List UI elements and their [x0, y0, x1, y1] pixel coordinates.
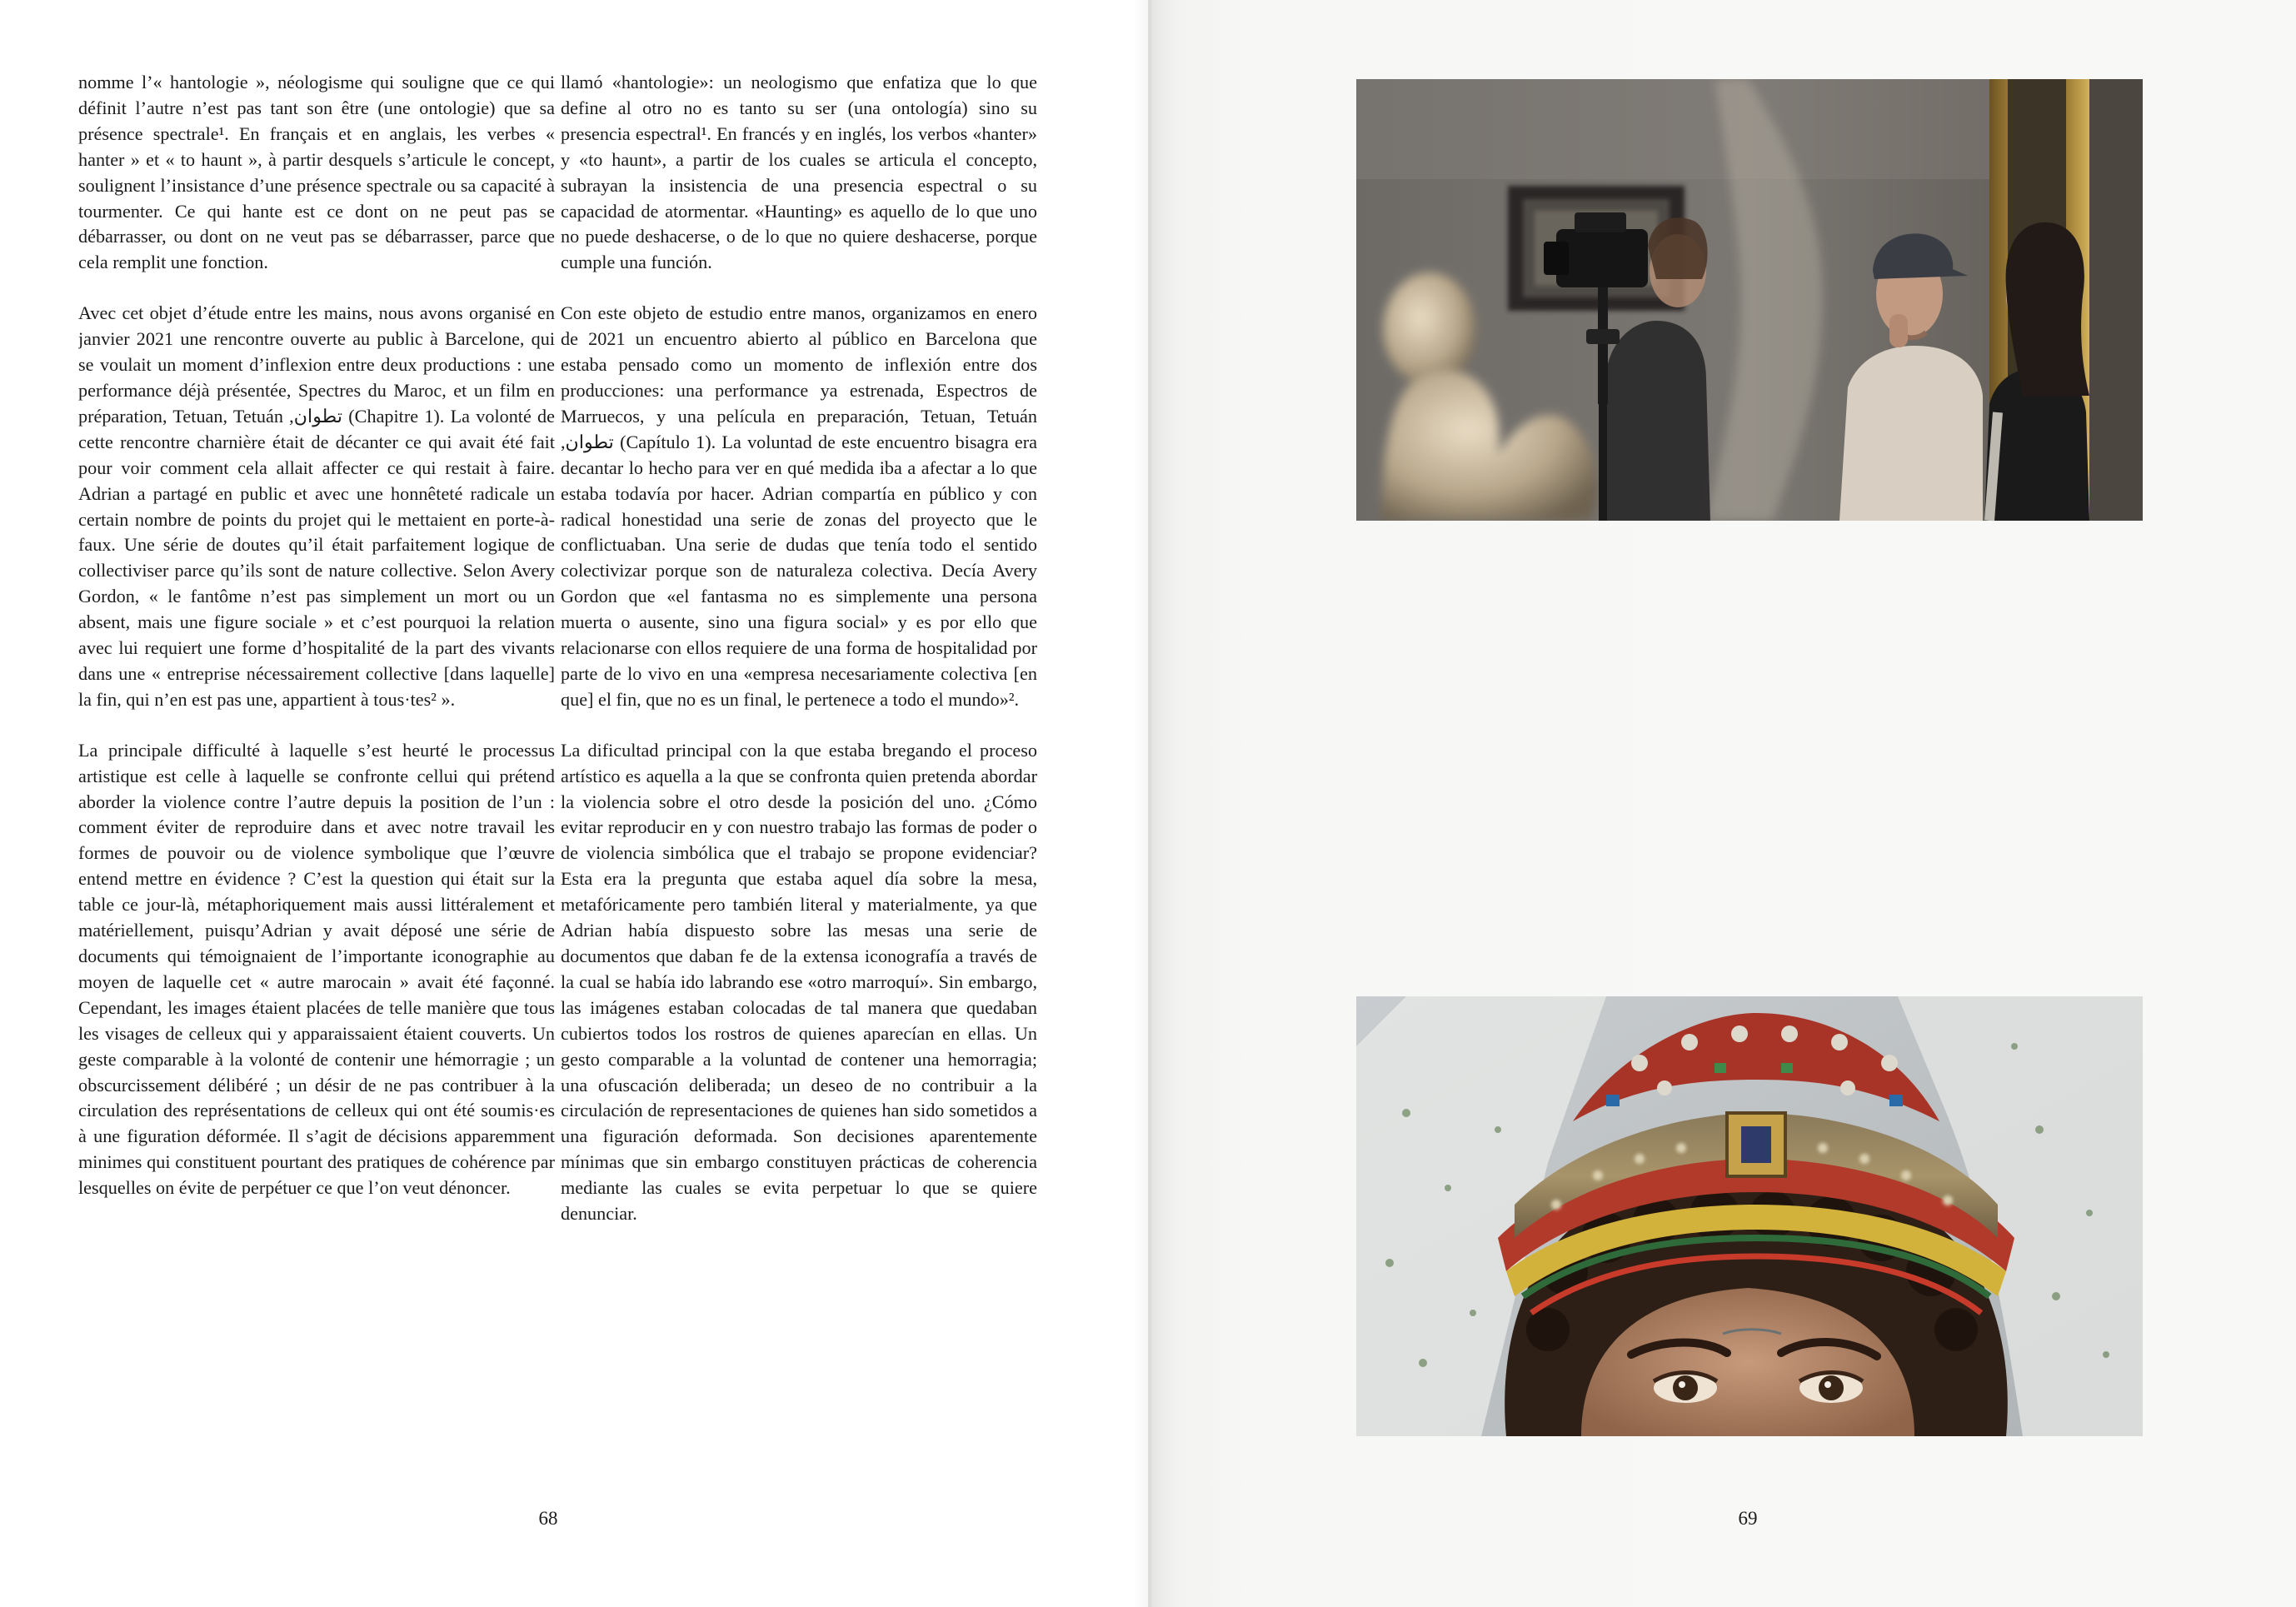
spanish-paragraph-1: llamó «hantologie»: un neologismo que enfatiza que lo que define al otro no es tanto su ser (una ontología) sino su presencia espectral¹. En francés y en inglés, los verbos «hanter» y «to haunt», a partir de los cuales se articula el concepto, subrayan la insistencia de una presencia espectral o su capacidad de atormentar. «Haunting» es aquello de lo que uno no puede deshacerse, o de lo que no quiere deshacerse, porque cumple una función.: [561, 72, 1037, 273]
spanish-paragraph-2: Con este objeto de estudio entre manos, organizamos en enero de 2021 un encuentro abierto al público en Barcelona que estaba pensado como un momento de inflexión entre dos producciones: una performance ya estrenada, Espectros de Marruecos, y una película en preparación, Tetuan, Tetuán ,تطوان (Capítulo 1). La voluntad de este encuentro bisagra era decantar lo hecho para ver en qué medida iba a afectar a lo que estaba todavía por hacer. Adrian compartía en público y con radical honestidad una serie de zonas del proyecto que le conflictuaban. Una serie de dudas que tenía todo el sentido colectivizar porque son de naturaleza colectiva. Decía Avery Gordon que «el fantasma no es simplemente una persona muerta o ausente, sino una figura social» y es por ello que relacionarse con ellos requiere de una forma de hospitalidad por parte de lo vivo en una «empresa necesariamente colectiva [en que] el fin, que no es un final, le pertenece a todo el mundo»².: [561, 302, 1037, 710]
french-paragraph-2: Avec cet objet d’étude entre les mains, nous avons organisé en janvier 2021 une rencontre ouverte au public à Barcelone, qui se voulait un moment d’inflexion entre deux productions : une performance déjà présentée, Spectres du Maroc, et un film en préparation, Tetuan, Tetuán ,تطوان (Chapitre 1). La volonté de cette rencontre charnière était de décanter ce qui avait été fait pour voir comment cela allait affecter ce qui restait à faire. Adrian a partagé en public et avec une honnêteté radicale un certain nombre de points du projet qui le mettaient en porte-à-faux. Une série de doutes qu’il était parfaitement logique de collectiviser parce qu’ils sont de nature collective. Selon Avery Gordon, « le fantôme n’est pas simplement un mort ou un absent, mais une figure sociale » et c’est pourquoi la relation avec lui requiert une forme d’hospitalité de la part des vivants dans une « entreprise nécessairement collective [dans laquelle] la fin, qui n’en est pas une, appartient à tous·tes² ».: [78, 302, 555, 710]
museum-filming-illustration: [1356, 79, 2143, 521]
portrait-illustration: [1356, 996, 2143, 1436]
portrait-painting-detail: [1356, 996, 2143, 1436]
french-paragraph-3: La principale difficulté à laquelle s’est heurté le processus artistique est celle à laquelle se confronte cellui qui prétend aborder la violence contre l’autre depuis la position de l’un : comment éviter de reproduire dans et avec notre travail les formes de pouvoir ou de violence symbolique que l’œuvre entend mettre en évidence ? C’est la question qui était sur la table ce jour-là, métaphoriquement mais aussi littéralement et matériellement, puisqu’Adrian y avait déposé une série de documents qui témoignaient de l’importante iconographie au moyen de laquelle cet « autre marocain » avait été façonné. Cependant, les images étaient placées de telle manière que tous les visages de celleux qui y apparaissaient étaient couverts. Un geste comparable à la volonté de contenir une hémorragie ; un obscurcissement délibéré ; un désir de ne pas contribuer à la circulation des représentations de celleux qui ont été soumis·es à une figuration déformée. Il s’agit de décisions apparemment minimes qui constituent pourtant des pratiques de cohérence par lesquelles on évite de perpétuer ce que l’on veut dénoncer.: [78, 739, 555, 1199]
museum-filming-photo: [1356, 79, 2143, 521]
page-number-right: 69: [1738, 1508, 1758, 1529]
spanish-text-column: [561, 70, 1037, 1453]
page-number-left: 68: [538, 1508, 558, 1529]
spanish-paragraph-3: La dificultad principal con la que estaba bregando el proceso artístico es aquella a la que se confronta quien pretenda abordar la violencia sobre el otro desde la posición del uno. ¿Cómo evitar reproducir en y con nuestro trabajo las formas de poder o de violencia simbólica que el trabajo se propone evidenciar? Esta era la pregunta que estaba aquel día sobre la mesa, metafóricamente pero también literal y materialmente, ya que Adrian había dispuesto sobre las mesas una serie de documentos que daban fe de la extensa iconografía a través de la cual se había ido labrando ese «otro marroquí». Sin embargo, las imágenes estaban colocadas de tal manera que quedaban cubiertos todos los rostros de quienes aparecían en ellas. Un gesto comparable a la voluntad de contener una hemorragia; una ofuscación deliberada; un deseo de no contribuir a la circulación de representaciones de quienes han sido sometidos a una figuración deformada. Son decisiones aparentemente mínimas que sin embargo constituyen prácticas de coherencia mediante las cuales se evita perpetuar lo que se quiere denunciar.: [561, 739, 1037, 1225]
french-text-column: [78, 70, 555, 1453]
french-paragraph-1: nomme l’« hantologie », néologisme qui souligne que ce qui définit l’autre n’est pas tant son être (une ontologie) que sa présence spectrale¹. En français et en anglais, les verbes « hanter » et « to haunt », à partir desquels s’articule le concept, soulignent l’insistance d’une présence spectrale ou sa capacité à tourmenter. Ce qui hante est ce dont on ne peut pas se débarrasser, ou dont on ne veut pas se débarrasser, parce que cela remplit une fonction.: [78, 72, 555, 273]
